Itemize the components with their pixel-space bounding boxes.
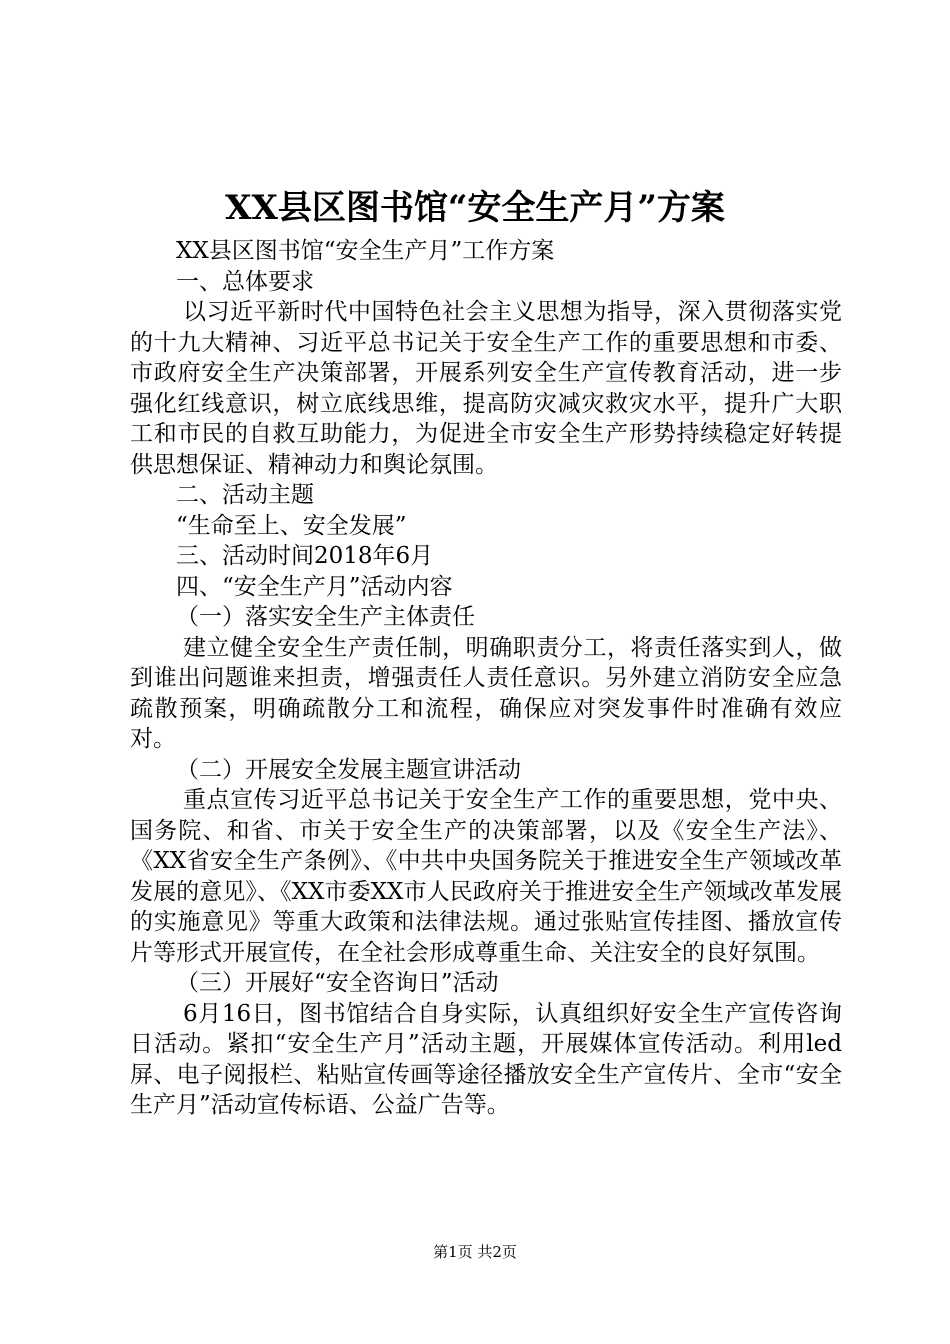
paragraph-general-requirements: 以习近平新时代中国特色社会主义思想为指导，深入贯彻落实党的十九大精神、习近平总书记关于安全生产工作的重要思想和市委、市政府安全生产决策部署，开展系列安全生产宣传教育活动，进一步强化红线意识，树立底线思维，提高防灾减灾救灾水平，提升广大职工和市民的自救互助能力，为促进全市安全生产形势持续稳定好转提供思想保证、精神动力和舆论氛围。 [130,299,842,478]
section-heading-activity-theme: 二、活动主题 [176,482,314,508]
paragraph-lectures: 重点宣传习近平总书记关于安全生产工作的重要思想，党中央、国务院、和省、市关于安全生产的决策部署，以及《安全生产法》、《XX省安全生产条例》、《中共中央国务院关于推进安全生产领域改革发展的意见》、《XX市委XX市人民政府关于推进安全生产领域改革发展的实施意见》等重大政策和法律法规。通过张贴宣传挂图、播放宣传片等形式开展宣传，在全社会形成尊重生命、关注安全的良好氛围。 [130,787,842,966]
document-body [130,236,842,1121]
subsection-heading-consultation-day: （三）开展好“安全咨询日”活动 [176,970,499,996]
section-heading-general-requirements: 一、总体要求 [176,268,314,295]
activity-theme-text: “生命至上、安全发展” [176,512,407,539]
subsection-heading-lectures: （二）开展安全发展主题宣讲活动 [176,756,521,783]
section-heading-activity-content: 四、“安全生产月”活动内容 [176,573,453,600]
paragraph-responsibility: 建立健全安全生产责任制，明确职责分工，将责任落实到人，做到谁出问题谁来担责，增强责任人责任意识。另外建立消防安全应急疏散预案，明确疏散分工和流程，确保应对突发事件时准确有效应对。 [130,634,842,752]
paragraph-consultation-day: 6月16日，图书馆结合自身实际，认真组织好安全生产宣传咨询日活动。紧扣“安全生产月”活动主题，开展媒体宣传活动。利用led屏、电子阅报栏、粘贴宣传画等途径播放安全生产宣传片、全市“安全生产月”活动宣传标语、公益广告等。 [130,1000,842,1118]
section-heading-activity-time: 三、活动时间2018年6月 [176,543,434,569]
subtitle: XX县区图书馆“安全生产月”工作方案 [176,238,555,264]
page-footer: 第1页 共2页 [433,1243,517,1261]
subsection-heading-responsibility: （一）落实安全生产主体责任 [176,604,475,630]
document-title: XX县区图书馆“安全生产月”方案 [225,188,725,228]
